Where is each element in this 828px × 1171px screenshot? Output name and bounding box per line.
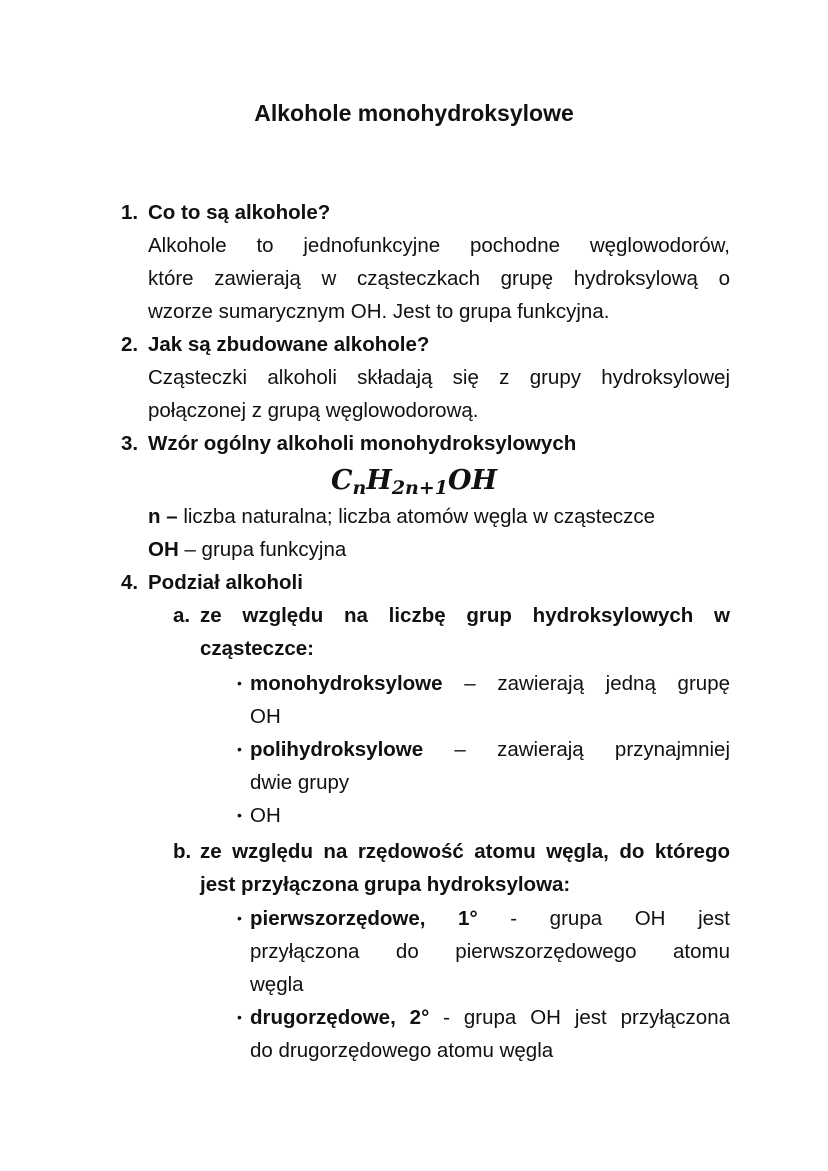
page-title: Alkohole monohydroksylowe bbox=[254, 100, 574, 126]
subsection-a-bullets bbox=[237, 667, 730, 832]
definition-oh-term: OH bbox=[148, 538, 179, 561]
section-1-title: Co to są alkohole? bbox=[148, 201, 331, 224]
paragraph-line: wzorze sumarycznym OH. Jest to grupa funkcyjna. bbox=[148, 300, 610, 323]
bullet-text: – zawierają przynajmniej bbox=[454, 738, 730, 761]
general-formula bbox=[0, 463, 828, 499]
formula-carbon-subscript: n bbox=[352, 477, 367, 499]
bullet-line bbox=[250, 902, 730, 935]
section-2-paragraph bbox=[148, 361, 730, 427]
bullet-item bbox=[237, 1001, 730, 1067]
bullet-item bbox=[237, 667, 730, 733]
definition-oh bbox=[148, 533, 730, 566]
bullet-line: OH bbox=[250, 804, 281, 827]
bullet-text: - grupa OH jest bbox=[510, 907, 730, 930]
section-2 bbox=[121, 328, 730, 427]
bullet-line: węgla bbox=[250, 973, 304, 996]
bullet-line: do drugorzędowego atomu węgla bbox=[250, 1039, 554, 1062]
section-1-heading bbox=[121, 196, 730, 229]
formula-hydrogen-subscript: 2n+1 bbox=[391, 477, 448, 499]
bullet-line bbox=[250, 667, 730, 700]
formula-hydrogen: H bbox=[366, 465, 392, 496]
subsection-letter: b. bbox=[173, 840, 192, 863]
definition-oh-text: – grupa funkcyjna bbox=[178, 538, 347, 561]
section-4-heading bbox=[121, 566, 730, 599]
paragraph-line: Cząsteczki alkoholi składają się z grupy hydroksylowej bbox=[148, 366, 730, 389]
bullet-line: dwie grupy bbox=[250, 771, 350, 794]
bullet-line: przyłączona do pierwszorzędowego atomu bbox=[250, 940, 730, 963]
section-number: 3. bbox=[121, 432, 139, 455]
paragraph-line: połączonej z grupą węglowodorową. bbox=[148, 399, 479, 422]
section-number: 2. bbox=[121, 333, 139, 356]
bullet-term: monohydroksylowe bbox=[250, 672, 443, 695]
section-3-title: Wzór ogólny alkoholi monohydroksylowych bbox=[148, 432, 577, 455]
subsection-b-bullets bbox=[237, 902, 730, 1067]
bullet-icon: • bbox=[237, 675, 242, 691]
section-3-heading bbox=[121, 427, 730, 460]
paragraph-line: które zawierają w cząsteczkach grupę hydroksylową o bbox=[148, 267, 730, 290]
bullet-line: OH bbox=[250, 705, 281, 728]
subsection-a-line bbox=[173, 599, 730, 632]
subsection-b-line: jest przyłączona grupa hydroksylowa: bbox=[200, 873, 571, 896]
section-2-title: Jak są zbudowane alkohole? bbox=[148, 333, 430, 356]
definition-n-text: liczba naturalna; liczba atomów węgla w cząsteczce bbox=[177, 505, 656, 528]
bullet-line bbox=[250, 733, 730, 766]
bullet-icon: • bbox=[237, 741, 242, 757]
definition-n bbox=[148, 500, 730, 533]
bullet-text: – zawierają jedną grupę bbox=[464, 672, 730, 695]
subsection-a-heading bbox=[173, 599, 730, 665]
bullet-term: drugorzędowe, 2° bbox=[250, 1006, 430, 1029]
subsection-b-line bbox=[173, 835, 730, 868]
bullet-text: - grupa OH jest przyłączona bbox=[443, 1006, 731, 1029]
section-1 bbox=[121, 196, 730, 328]
bullet-icon: • bbox=[237, 1009, 242, 1025]
subsection-letter: a. bbox=[173, 604, 191, 627]
section-3 bbox=[121, 427, 730, 460]
bullet-term: pierwszorzędowe, 1° bbox=[250, 907, 478, 930]
paragraph-line: Alkohole to jednofunkcyjne pochodne węglowodorów, bbox=[148, 234, 730, 257]
formula-carbon: C bbox=[330, 465, 353, 496]
subsection-a-text: ze względu na liczbę grup hydroksylowych w bbox=[200, 604, 730, 627]
formula-definitions bbox=[148, 500, 730, 566]
section-4 bbox=[121, 566, 730, 599]
bullet-item bbox=[237, 799, 730, 832]
section-1-paragraph bbox=[148, 229, 730, 328]
bullet-icon: • bbox=[237, 910, 242, 926]
section-number: 4. bbox=[121, 571, 139, 594]
bullet-line bbox=[250, 1001, 730, 1034]
subsection-b-heading bbox=[173, 835, 730, 901]
section-2-heading bbox=[121, 328, 730, 361]
bullet-icon: • bbox=[237, 807, 242, 823]
section-4-title: Podział alkoholi bbox=[148, 571, 303, 594]
subsection-a-line: cząsteczce: bbox=[200, 637, 314, 660]
definition-n-term: n – bbox=[148, 505, 178, 528]
bullet-item bbox=[237, 902, 730, 1001]
formula-hydroxyl: OH bbox=[448, 465, 498, 496]
bullet-term: polihydroksylowe bbox=[250, 738, 424, 761]
section-number: 1. bbox=[121, 201, 139, 224]
bullet-item bbox=[237, 733, 730, 799]
subsection-b-text: ze względu na rzędowość atomu węgla, do którego bbox=[200, 840, 730, 863]
